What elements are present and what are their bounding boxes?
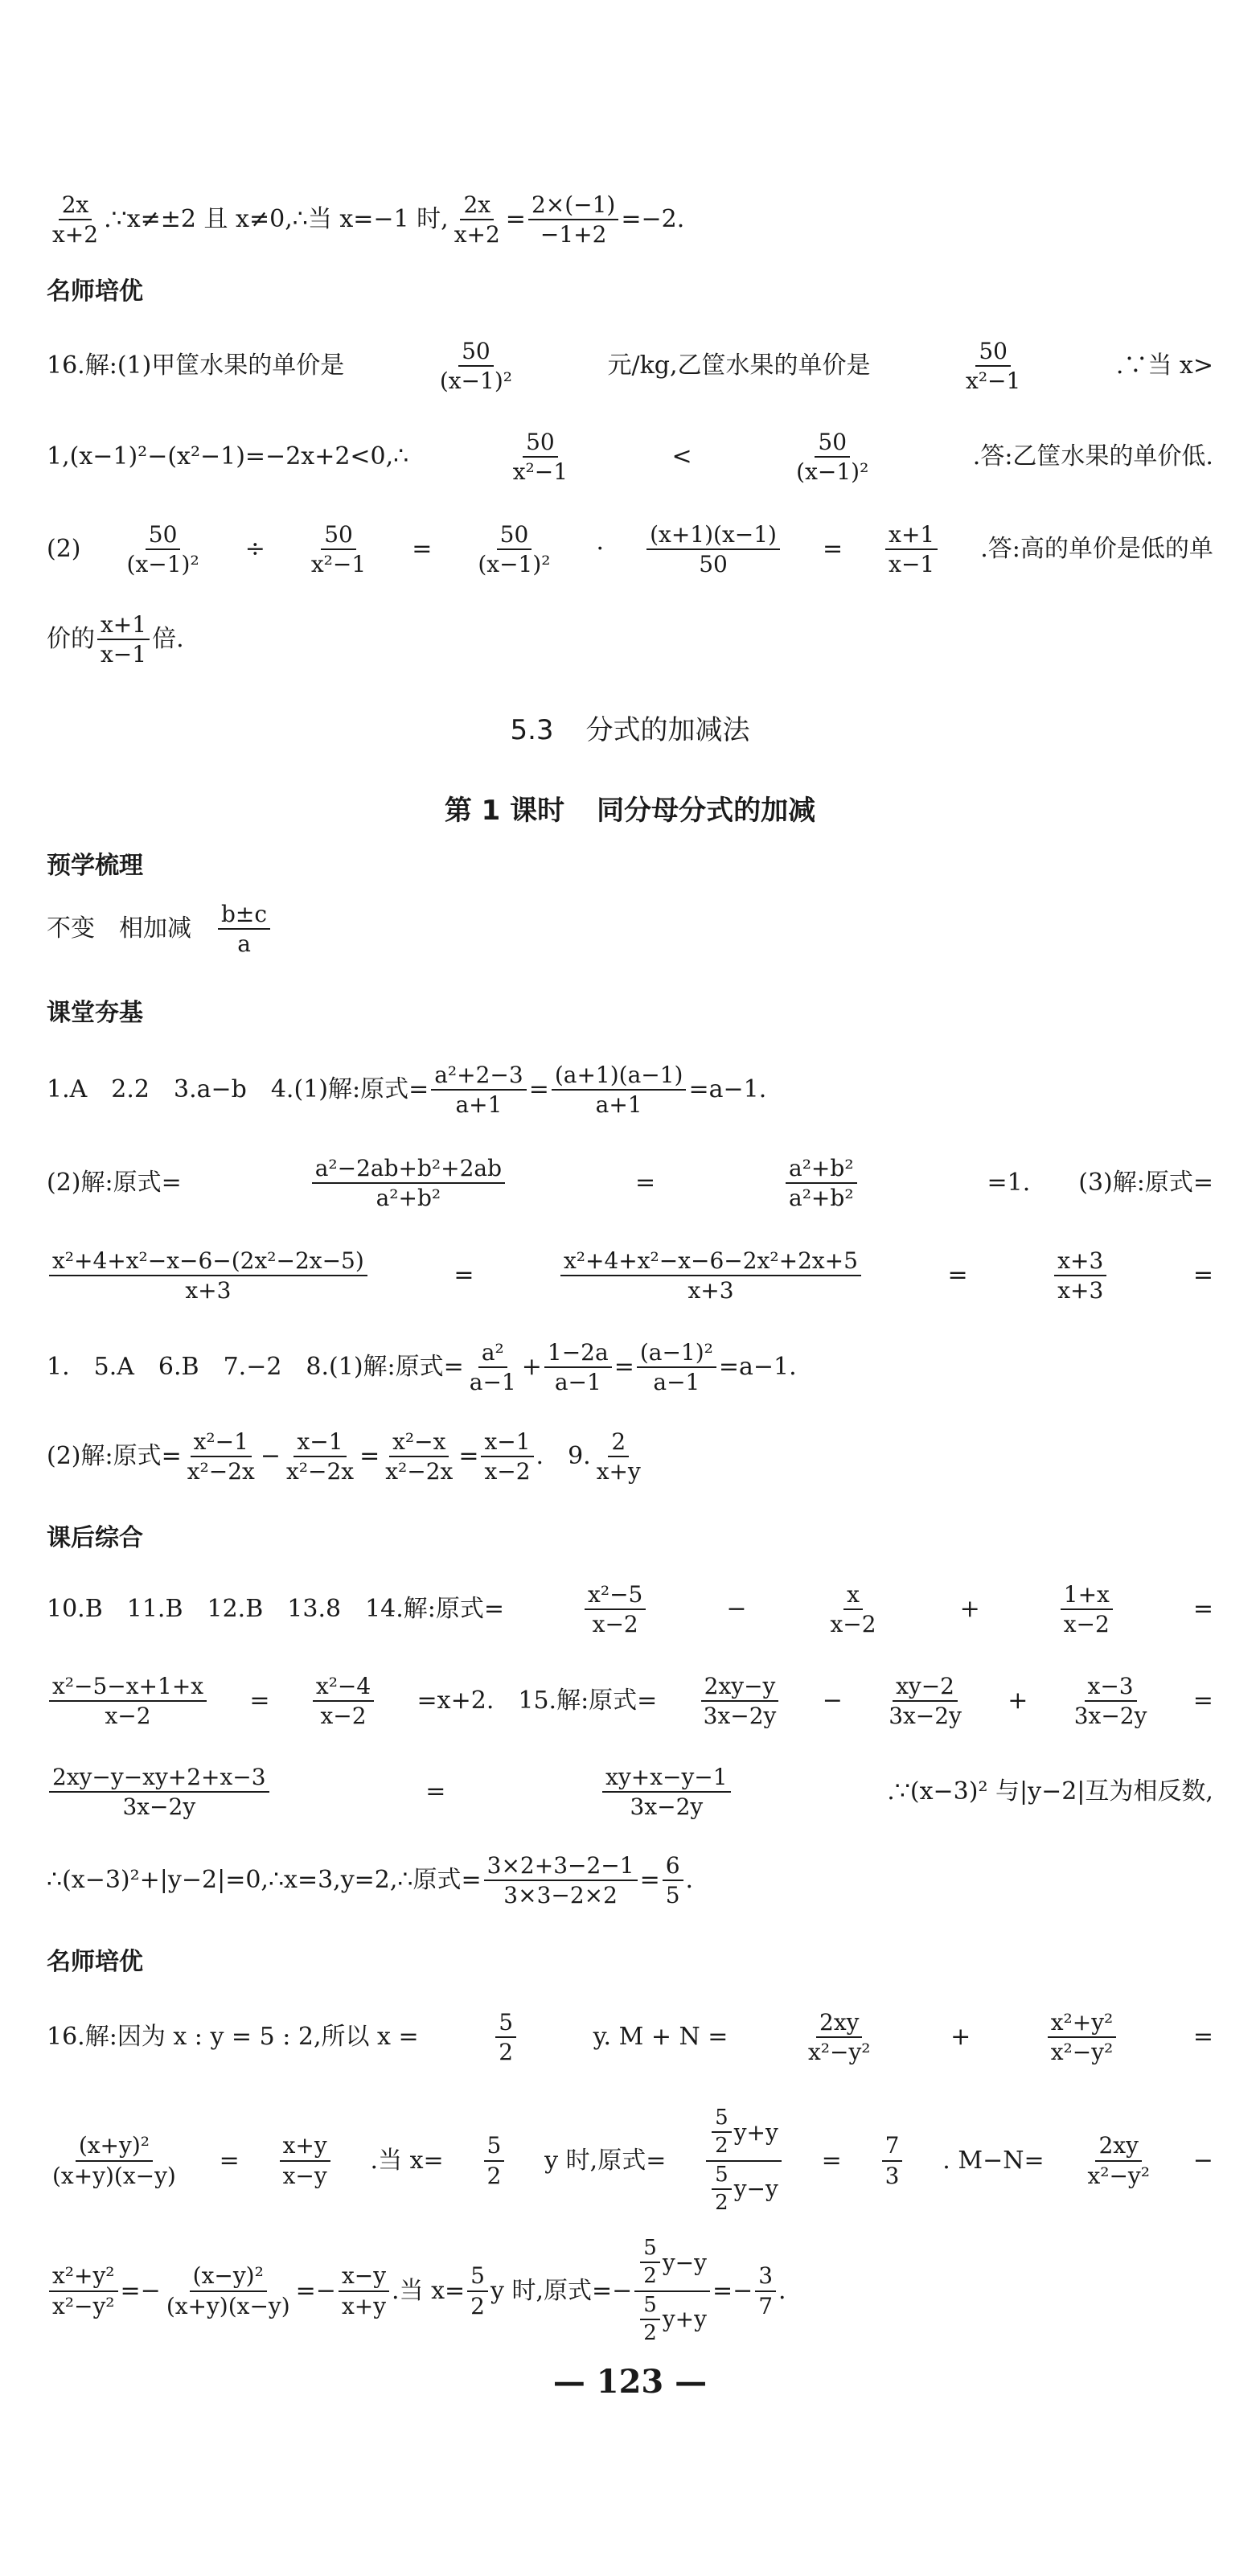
fraction [885, 1674, 965, 1728]
fraction [646, 523, 780, 577]
fraction-denominator: x²−y² [808, 2039, 871, 2066]
fraction-denominator: x−2 [1063, 1611, 1110, 1638]
fraction-numerator: 50 [458, 339, 494, 367]
fraction-denominator: 3x−2y [630, 1793, 704, 1821]
fraction-numerator: x+1 [97, 613, 150, 640]
fraction [49, 2134, 179, 2188]
fraction-denominator: a−1 [554, 1369, 601, 1396]
fraction [218, 902, 270, 956]
text-segment: .答:乙筐水果的单价低. [972, 442, 1213, 471]
fraction-denominator: x²−2x [385, 1458, 454, 1485]
fraction [466, 1341, 519, 1395]
fraction-denominator: x+y [341, 2292, 387, 2319]
fraction-numerator: 50 [497, 523, 532, 550]
line-18 [47, 2237, 1213, 2344]
fraction-numerator: 2×(−1) [528, 193, 618, 220]
fraction-numerator: x²+y² [1048, 2011, 1117, 2038]
line-14 [47, 1765, 1213, 1819]
fraction-denominator: (x−1)² [796, 458, 869, 486]
fraction [712, 2164, 732, 2215]
fraction-denominator: x²−y² [1087, 2162, 1150, 2189]
fraction [637, 1341, 716, 1395]
text-segment: .∵x≠±2 且 x≠0,∴当 x=−1 时, [104, 205, 449, 234]
fraction [484, 2134, 505, 2188]
text-segment: =x+2. 15.解:原式= [417, 1687, 658, 1715]
text-segment: = [947, 1261, 968, 1290]
fraction [640, 2237, 660, 2288]
fraction-numerator: 2x [460, 193, 494, 220]
text-segment: · [596, 535, 605, 564]
fraction-denominator: x²−1 [966, 368, 1021, 395]
fraction-numerator: a²+2−3 [431, 1063, 526, 1091]
text-segment: . 9. [536, 1442, 591, 1471]
line-4 [47, 523, 1213, 577]
fraction-denominator: x−2 [484, 1458, 531, 1485]
fraction [49, 1249, 367, 1303]
text-segment: y 时,原式= [544, 2146, 667, 2175]
text-segment: 价的 [47, 625, 95, 654]
fraction-numerator: 5 [712, 2107, 732, 2133]
fraction-denominator: 3x−2y [1073, 1703, 1147, 1730]
fraction-numerator: 5 [640, 2295, 660, 2320]
fraction-denominator: (x−1)² [478, 551, 551, 578]
fraction-numerator: x²−5 [585, 1583, 646, 1610]
text-segment: + [521, 1353, 542, 1382]
fraction [184, 1430, 258, 1484]
line-11 [47, 1430, 1213, 1484]
fraction-numerator: a²+b² [786, 1157, 857, 1184]
text-segment: =− [712, 2276, 753, 2305]
text-segment: = [249, 1687, 270, 1715]
fraction [510, 430, 571, 484]
fraction-numerator: 1+x [1061, 1583, 1113, 1610]
fraction-numerator: 5 [484, 2134, 505, 2161]
text-segment: 10.B 11.B 12.B 13.8 14.解:原式= [47, 1595, 505, 1624]
line-6 [47, 902, 1213, 956]
fraction-denominator: x²−2x [285, 1458, 355, 1485]
text-segment: =1. (3)解:原式= [987, 1169, 1213, 1198]
text-segment: .∵(x−3)² 与|y−2|互为相反数, [887, 1777, 1213, 1806]
line-16 [47, 2011, 1213, 2064]
fraction-denominator [706, 2162, 782, 2215]
fraction [474, 523, 553, 577]
page-number: — 123 — [552, 2363, 708, 2401]
text-segment: ∴(x−3)²+|y−2|=0,∴x=3,y=2,∴原式= [47, 1866, 482, 1895]
fraction-denominator: x²−y² [52, 2292, 115, 2319]
fraction-denominator: x−y [282, 2162, 327, 2189]
text-segment: = [505, 205, 526, 234]
fraction-numerator: 3 [755, 2264, 776, 2291]
text-segment: y 时,原式=− [490, 2276, 633, 2305]
text-segment: . [778, 2276, 786, 2305]
text-segment: .答:高的单价是低的单 [980, 535, 1213, 564]
fraction [382, 1430, 456, 1484]
text-segment: =a−1. [718, 1353, 797, 1382]
text-segment: < [671, 442, 692, 471]
lesson-title [0, 788, 1260, 828]
text-segment: =− [295, 2276, 336, 2305]
fraction-numerator: x²−5−x+1+x [49, 1674, 207, 1702]
fraction-numerator [706, 2107, 782, 2162]
fraction-denominator: a²+b² [376, 1185, 441, 1212]
text-segment: + [959, 1595, 980, 1624]
text-segment: (2) [47, 535, 81, 564]
text-segment: .∵当 x> [1115, 351, 1213, 380]
fraction-denominator: 3x−2y [889, 1703, 962, 1730]
line-3 [47, 430, 1213, 484]
fraction-denominator: 2 [715, 2190, 729, 2215]
text-segment: =− [120, 2276, 161, 2305]
text-segment: = [639, 1866, 660, 1895]
fraction [467, 2264, 488, 2318]
fraction-denominator: x+3 [1057, 1277, 1104, 1304]
text-segment: − [1192, 2146, 1213, 2175]
text-segment: y. M + N = [593, 2023, 729, 2052]
fraction [663, 1854, 683, 1908]
fraction-denominator: 2 [470, 2292, 485, 2319]
text-segment: + [1008, 1687, 1028, 1715]
fraction-numerator: 7 [882, 2134, 903, 2161]
fraction-numerator: 2 [608, 1430, 629, 1457]
heading-ketang-hangji: 课堂夯基 [47, 999, 143, 1027]
fraction-denominator: x−2 [830, 1611, 876, 1638]
fraction [49, 1674, 207, 1728]
fraction-denominator: x²−1 [512, 458, 568, 486]
fraction-numerator: x²+y² [49, 2264, 118, 2291]
lesson-name: 同分母分式的加减 [597, 795, 816, 827]
fraction-numerator: a² [478, 1341, 507, 1368]
fraction-denominator: (x+y)(x−y) [52, 2162, 176, 2189]
fraction-numerator: x²−1 [191, 1430, 252, 1457]
heading-mingshi-peiyou-1: 名师培优 [47, 277, 143, 306]
fraction [49, 2264, 118, 2318]
fraction-numerator: 5 [712, 2164, 732, 2190]
fraction [431, 1063, 526, 1117]
fraction [1071, 1674, 1151, 1728]
text-segment: = [1192, 1261, 1213, 1290]
section-name: 分式的加减法 [585, 714, 750, 746]
line-12 [47, 1583, 1213, 1637]
section-number: 5.3 [510, 714, 554, 746]
text-segment: 1.A 2.2 3.a−b 4.(1)解:原式= [47, 1075, 429, 1104]
fraction [585, 1583, 646, 1637]
line-8 [47, 1157, 1213, 1210]
fraction-denominator: 2 [643, 2320, 657, 2345]
line-7 [47, 1063, 1213, 1117]
fraction [313, 1674, 374, 1728]
fraction-denominator: (x−1)² [439, 368, 512, 395]
fraction-numerator: (x−y)² [190, 2264, 267, 2291]
text-segment: = [528, 1075, 549, 1104]
fraction-denominator: (x+y)(x−y) [166, 2292, 290, 2319]
fraction [283, 1430, 357, 1484]
fraction [451, 193, 503, 247]
fraction-denominator: x+3 [185, 1277, 232, 1304]
text-segment: (2)解:原式= [47, 1442, 182, 1471]
text-segment: . [685, 1866, 694, 1895]
fraction-numerator: 1−2a [544, 1341, 612, 1368]
heading-kehou-zonghe: 课后综合 [47, 1524, 143, 1552]
fraction-numerator: xy−2 [893, 1674, 958, 1702]
fraction [528, 193, 618, 247]
text-segment: − [726, 1595, 747, 1624]
text-segment: .当 x= [392, 2276, 466, 2305]
fraction-denominator: x−2 [592, 1611, 638, 1638]
text-segment: = [412, 535, 433, 564]
line-1 [47, 193, 1213, 247]
text-segment: = [425, 1777, 446, 1806]
fraction-denominator: 3×3−2×2 [503, 1882, 618, 1909]
text-segment: y+y [662, 2306, 707, 2333]
line-15 [47, 1854, 1213, 1908]
fraction-numerator: (x+1)(x−1) [646, 523, 780, 550]
fraction-denominator: x−1 [889, 551, 935, 578]
line-17 [47, 2107, 1213, 2214]
text-segment: = [219, 2146, 240, 2175]
fraction [786, 1157, 857, 1210]
fraction-numerator: x−3 [1085, 1674, 1137, 1702]
fraction-denominator: x+3 [687, 1277, 734, 1304]
fraction-numerator: x²+4+x²−x−6−2x²+2x+5 [560, 1249, 861, 1276]
fraction-denominator: x−2 [320, 1703, 367, 1730]
line-2 [47, 339, 1213, 393]
fraction-denominator: 7 [758, 2292, 774, 2319]
fraction-denominator: 2 [486, 2162, 502, 2189]
fraction [49, 1765, 269, 1819]
text-segment: = [458, 1442, 479, 1471]
fraction [280, 2134, 330, 2188]
fraction [755, 2264, 776, 2318]
text-segment: = [822, 535, 843, 564]
text-segment: = [1192, 2023, 1213, 2052]
text-segment: = [821, 2146, 842, 2175]
fraction-numerator: 5 [467, 2264, 488, 2291]
fraction [602, 1765, 730, 1819]
fraction-numerator: x²−4 [313, 1674, 374, 1702]
fraction-denominator: x²−1 [310, 551, 367, 578]
fraction [544, 1341, 612, 1395]
text-segment: 1. 5.A 6.B 7.−2 8.(1)解:原式= [47, 1353, 464, 1382]
fraction-numerator: (a+1)(a−1) [552, 1063, 687, 1091]
fraction-denominator: x²−y² [1050, 2039, 1114, 2066]
fraction-numerator: 2xy [816, 2011, 862, 2038]
fraction-numerator: 2xy−y [701, 1674, 779, 1702]
fraction [481, 1430, 533, 1484]
fraction-denominator: 3 [884, 2162, 900, 2189]
fraction [97, 613, 150, 667]
heading-mingshi-peiyou-2: 名师培优 [47, 1948, 143, 1976]
lesson-label: 第 1 课时 [444, 795, 565, 827]
text-segment: 1,(x−1)²−(x²−1)=−2x+2<0,∴ [47, 442, 409, 471]
text-segment: − [822, 1687, 843, 1715]
fraction [805, 2011, 874, 2064]
fraction-denominator: x−1 [101, 641, 147, 668]
complex-fraction [634, 2237, 710, 2344]
fraction [593, 1430, 644, 1484]
fraction [437, 339, 515, 393]
text-segment: 16.解:因为 x : y = 5 : 2,所以 x = [47, 2023, 419, 2052]
fraction-denominator: 2 [643, 2264, 657, 2289]
text-segment: . M−N= [942, 2146, 1045, 2175]
text-segment: 倍. [152, 625, 184, 654]
text-segment: y−y [733, 2175, 778, 2203]
fraction-numerator: x [843, 1583, 863, 1610]
fraction-denominator: x+2 [52, 221, 99, 249]
fraction-denominator: 3x−2y [122, 1793, 196, 1821]
fraction-numerator: (x+y)² [76, 2134, 153, 2161]
fraction [712, 2107, 732, 2158]
fraction [163, 2264, 293, 2318]
fraction-denominator: 5 [665, 1882, 680, 1909]
fraction-denominator: 2 [499, 2039, 514, 2066]
fraction [793, 430, 872, 484]
fraction-numerator: 5 [640, 2237, 660, 2263]
fraction [700, 1674, 780, 1728]
fraction-numerator: x+1 [885, 523, 938, 550]
fraction [885, 523, 938, 577]
fraction [1084, 2134, 1153, 2188]
line-10 [47, 1341, 1213, 1395]
fraction-numerator: 5 [495, 2011, 516, 2038]
text-segment: = [1192, 1595, 1213, 1624]
text-segment: y−y [662, 2249, 707, 2276]
fraction-numerator: xy+x−y−1 [602, 1765, 730, 1793]
text-segment: .当 x= [370, 2146, 444, 2175]
fraction [49, 193, 101, 247]
fraction-numerator: (a−1)² [637, 1341, 716, 1368]
text-segment: = [359, 1442, 380, 1471]
fraction-denominator: a [237, 931, 251, 958]
text-segment: ÷ [244, 535, 265, 564]
fraction-denominator [634, 2292, 710, 2345]
fraction [124, 523, 203, 577]
fraction-denominator: x−2 [105, 1703, 151, 1730]
fraction-numerator: x²−x [389, 1430, 449, 1457]
text-segment: =−2. [621, 205, 685, 234]
fraction-numerator: x−y [339, 2264, 389, 2291]
fraction [882, 2134, 903, 2188]
text-segment: − [260, 1442, 281, 1471]
fraction-numerator: 2xy [1095, 2134, 1141, 2161]
text-segment: 元/kg,乙筐水果的单价是 [607, 351, 871, 380]
line-13 [47, 1674, 1213, 1728]
fraction-numerator: b±c [218, 902, 270, 930]
text-segment: 16.解:(1)甲筐水果的单价是 [47, 351, 345, 380]
fraction-numerator: x−1 [293, 1430, 346, 1457]
text-segment: + [950, 2023, 971, 2052]
fraction-denominator: x²−2x [187, 1458, 255, 1485]
section-title [0, 708, 1260, 747]
fraction [552, 1063, 687, 1117]
fraction-numerator: 50 [321, 523, 356, 550]
fraction-numerator: 2xy−y−xy+2+x−3 [49, 1765, 269, 1793]
text-segment: =a−1. [688, 1075, 767, 1104]
fraction [962, 339, 1024, 393]
fraction [1061, 1583, 1113, 1637]
fraction-numerator: 6 [663, 1854, 683, 1881]
text-segment: = [454, 1261, 474, 1290]
fraction [495, 2011, 516, 2064]
fraction-numerator: 50 [523, 430, 558, 458]
text-segment: = [614, 1353, 634, 1382]
fraction-denominator: a−1 [469, 1369, 516, 1396]
fraction-denominator: 50 [699, 551, 728, 578]
fraction-denominator: x+y [596, 1458, 641, 1485]
fraction-denominator: a²+b² [789, 1185, 854, 1212]
fraction-numerator [634, 2237, 710, 2292]
fraction [308, 523, 369, 577]
fraction-denominator: 2 [715, 2134, 729, 2159]
fraction-numerator: 50 [975, 339, 1011, 367]
fraction-denominator: a−1 [653, 1369, 700, 1396]
fraction-numerator: x+y [280, 2134, 330, 2161]
text-segment: = [634, 1169, 656, 1198]
text-segment: 不变 相加减 [47, 914, 215, 943]
line-9 [47, 1249, 1213, 1303]
fraction-denominator: −1+2 [540, 221, 607, 249]
heading-yuxue-shuli: 预学梳理 [47, 852, 143, 880]
fraction-numerator: 2x [59, 193, 92, 220]
fraction-denominator: a+1 [595, 1091, 642, 1119]
fraction [312, 1157, 505, 1210]
text-segment: y+y [733, 2118, 778, 2146]
fraction-numerator: x+3 [1054, 1249, 1106, 1276]
fraction-numerator: x²+4+x²−x−6−(2x²−2x−5) [49, 1249, 367, 1276]
fraction-denominator: (x−1)² [126, 551, 199, 578]
fraction-numerator: 3×2+3−2−1 [484, 1854, 638, 1881]
fraction [1054, 1249, 1106, 1303]
text-segment: (2)解:原式= [47, 1169, 182, 1198]
fraction [827, 1583, 880, 1637]
line-5 [47, 613, 1213, 667]
fraction-numerator: 50 [146, 523, 181, 550]
complex-fraction [706, 2107, 782, 2214]
fraction-numerator: x−1 [481, 1430, 533, 1457]
fraction [640, 2292, 660, 2345]
fraction-denominator: x+2 [454, 221, 500, 249]
fraction-numerator: a²−2ab+b²+2ab [312, 1157, 505, 1184]
fraction-denominator: a+1 [455, 1091, 503, 1119]
fraction-denominator: 3x−2y [703, 1703, 777, 1730]
fraction-numerator: 50 [815, 430, 850, 458]
fraction [1048, 2011, 1117, 2064]
text-segment: = [1192, 1687, 1213, 1715]
fraction [560, 1249, 861, 1303]
fraction [339, 2264, 389, 2318]
fraction [484, 1854, 638, 1908]
